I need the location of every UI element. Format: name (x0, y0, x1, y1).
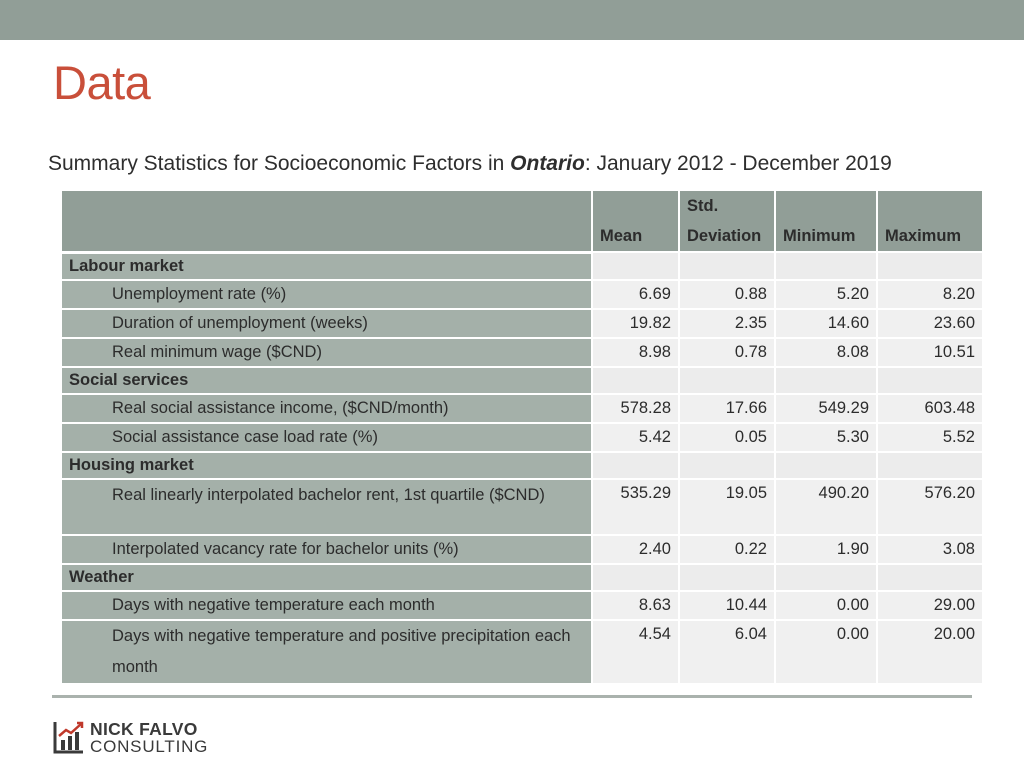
row-label: Real social assistance income, ($CND/month) (61, 394, 592, 423)
header-minimum: Minimum (775, 190, 877, 252)
cell-min: 5.20 (775, 280, 877, 309)
cell-std: 10.44 (679, 591, 775, 620)
cell-std: 0.22 (679, 535, 775, 564)
cell-std: 0.88 (679, 280, 775, 309)
cell-min: 5.30 (775, 423, 877, 452)
row-label: Unemployment rate (%) (61, 280, 592, 309)
caption-text-pre: Summary Statistics for Socioeconomic Factors in (48, 152, 511, 175)
cell-max: 20.00 (877, 620, 983, 684)
table-caption (48, 152, 1008, 176)
cell-mean: 5.42 (592, 423, 679, 452)
bottom-divider (52, 695, 972, 698)
cell-max: 8.20 (877, 280, 983, 309)
row-label: Interpolated vacancy rate for bachelor units (%) (61, 535, 592, 564)
table-header-row (61, 190, 983, 252)
header-std-line1: Std. (687, 197, 719, 215)
cell-mean: 4.54 (592, 620, 679, 684)
cell-max: 603.48 (877, 394, 983, 423)
cell-mean: 8.98 (592, 338, 679, 367)
cell-std: 17.66 (679, 394, 775, 423)
cell-mean: 2.40 (592, 535, 679, 564)
row-label: Duration of unemployment (weeks) (61, 309, 592, 338)
cell-mean: 19.82 (592, 309, 679, 338)
slide-title: Data (53, 56, 151, 109)
header-std-line2: Deviation (687, 227, 762, 245)
section-row-social-services (61, 367, 983, 394)
cell-min: 490.20 (775, 479, 877, 535)
cell-max: 29.00 (877, 591, 983, 620)
table-row (61, 479, 983, 535)
header-blank-cell (61, 190, 592, 252)
header-std-deviation (679, 190, 775, 252)
row-label: Real linearly interpolated bachelor rent, 1st quartile ($CND) (61, 479, 592, 535)
cell-min: 549.29 (775, 394, 877, 423)
row-label: Real minimum wage ($CND) (61, 338, 592, 367)
cell-std: 6.04 (679, 620, 775, 684)
table-row (61, 535, 983, 564)
rising-chart-icon (53, 720, 85, 754)
section-label: Housing market (61, 452, 592, 479)
row-label: Days with negative temperature and positive precipitation each month (61, 620, 592, 684)
cell-max: 3.08 (877, 535, 983, 564)
cell-max: 576.20 (877, 479, 983, 535)
cell-mean: 8.63 (592, 591, 679, 620)
section-label: Labour market (61, 252, 592, 280)
table-row (61, 591, 983, 620)
logo-name: NICK FALVO (90, 719, 198, 739)
section-label: Social services (61, 367, 592, 394)
cell-max: 23.60 (877, 309, 983, 338)
row-label: Social assistance case load rate (%) (61, 423, 592, 452)
cell-min: 14.60 (775, 309, 877, 338)
cell-min: 1.90 (775, 535, 877, 564)
section-label: Weather (61, 564, 592, 591)
cell-min: 0.00 (775, 620, 877, 684)
cell-mean: 578.28 (592, 394, 679, 423)
caption-text-post: : January 2012 - December 2019 (584, 152, 892, 175)
table-row (61, 620, 983, 684)
cell-mean: 6.69 (592, 280, 679, 309)
cell-std: 2.35 (679, 309, 775, 338)
table-row (61, 394, 983, 423)
summary-statistics-table (60, 189, 984, 685)
table-row (61, 309, 983, 338)
cell-max: 10.51 (877, 338, 983, 367)
section-row-labour-market (61, 252, 983, 280)
top-bar (0, 0, 1024, 40)
cell-min: 8.08 (775, 338, 877, 367)
cell-mean: 535.29 (592, 479, 679, 535)
table-row (61, 338, 983, 367)
section-row-weather (61, 564, 983, 591)
header-mean: Mean (592, 190, 679, 252)
caption-region: Ontario (510, 152, 585, 175)
header-maximum: Maximum (877, 190, 983, 252)
logo-tagline: CONSULTING (90, 737, 209, 756)
cell-std: 0.78 (679, 338, 775, 367)
cell-min: 0.00 (775, 591, 877, 620)
cell-std: 0.05 (679, 423, 775, 452)
cell-std: 19.05 (679, 479, 775, 535)
table-row (61, 423, 983, 452)
cell-max: 5.52 (877, 423, 983, 452)
row-label: Days with negative temperature each month (61, 591, 592, 620)
table-row (61, 280, 983, 309)
company-logo (53, 720, 253, 756)
section-row-housing-market (61, 452, 983, 479)
